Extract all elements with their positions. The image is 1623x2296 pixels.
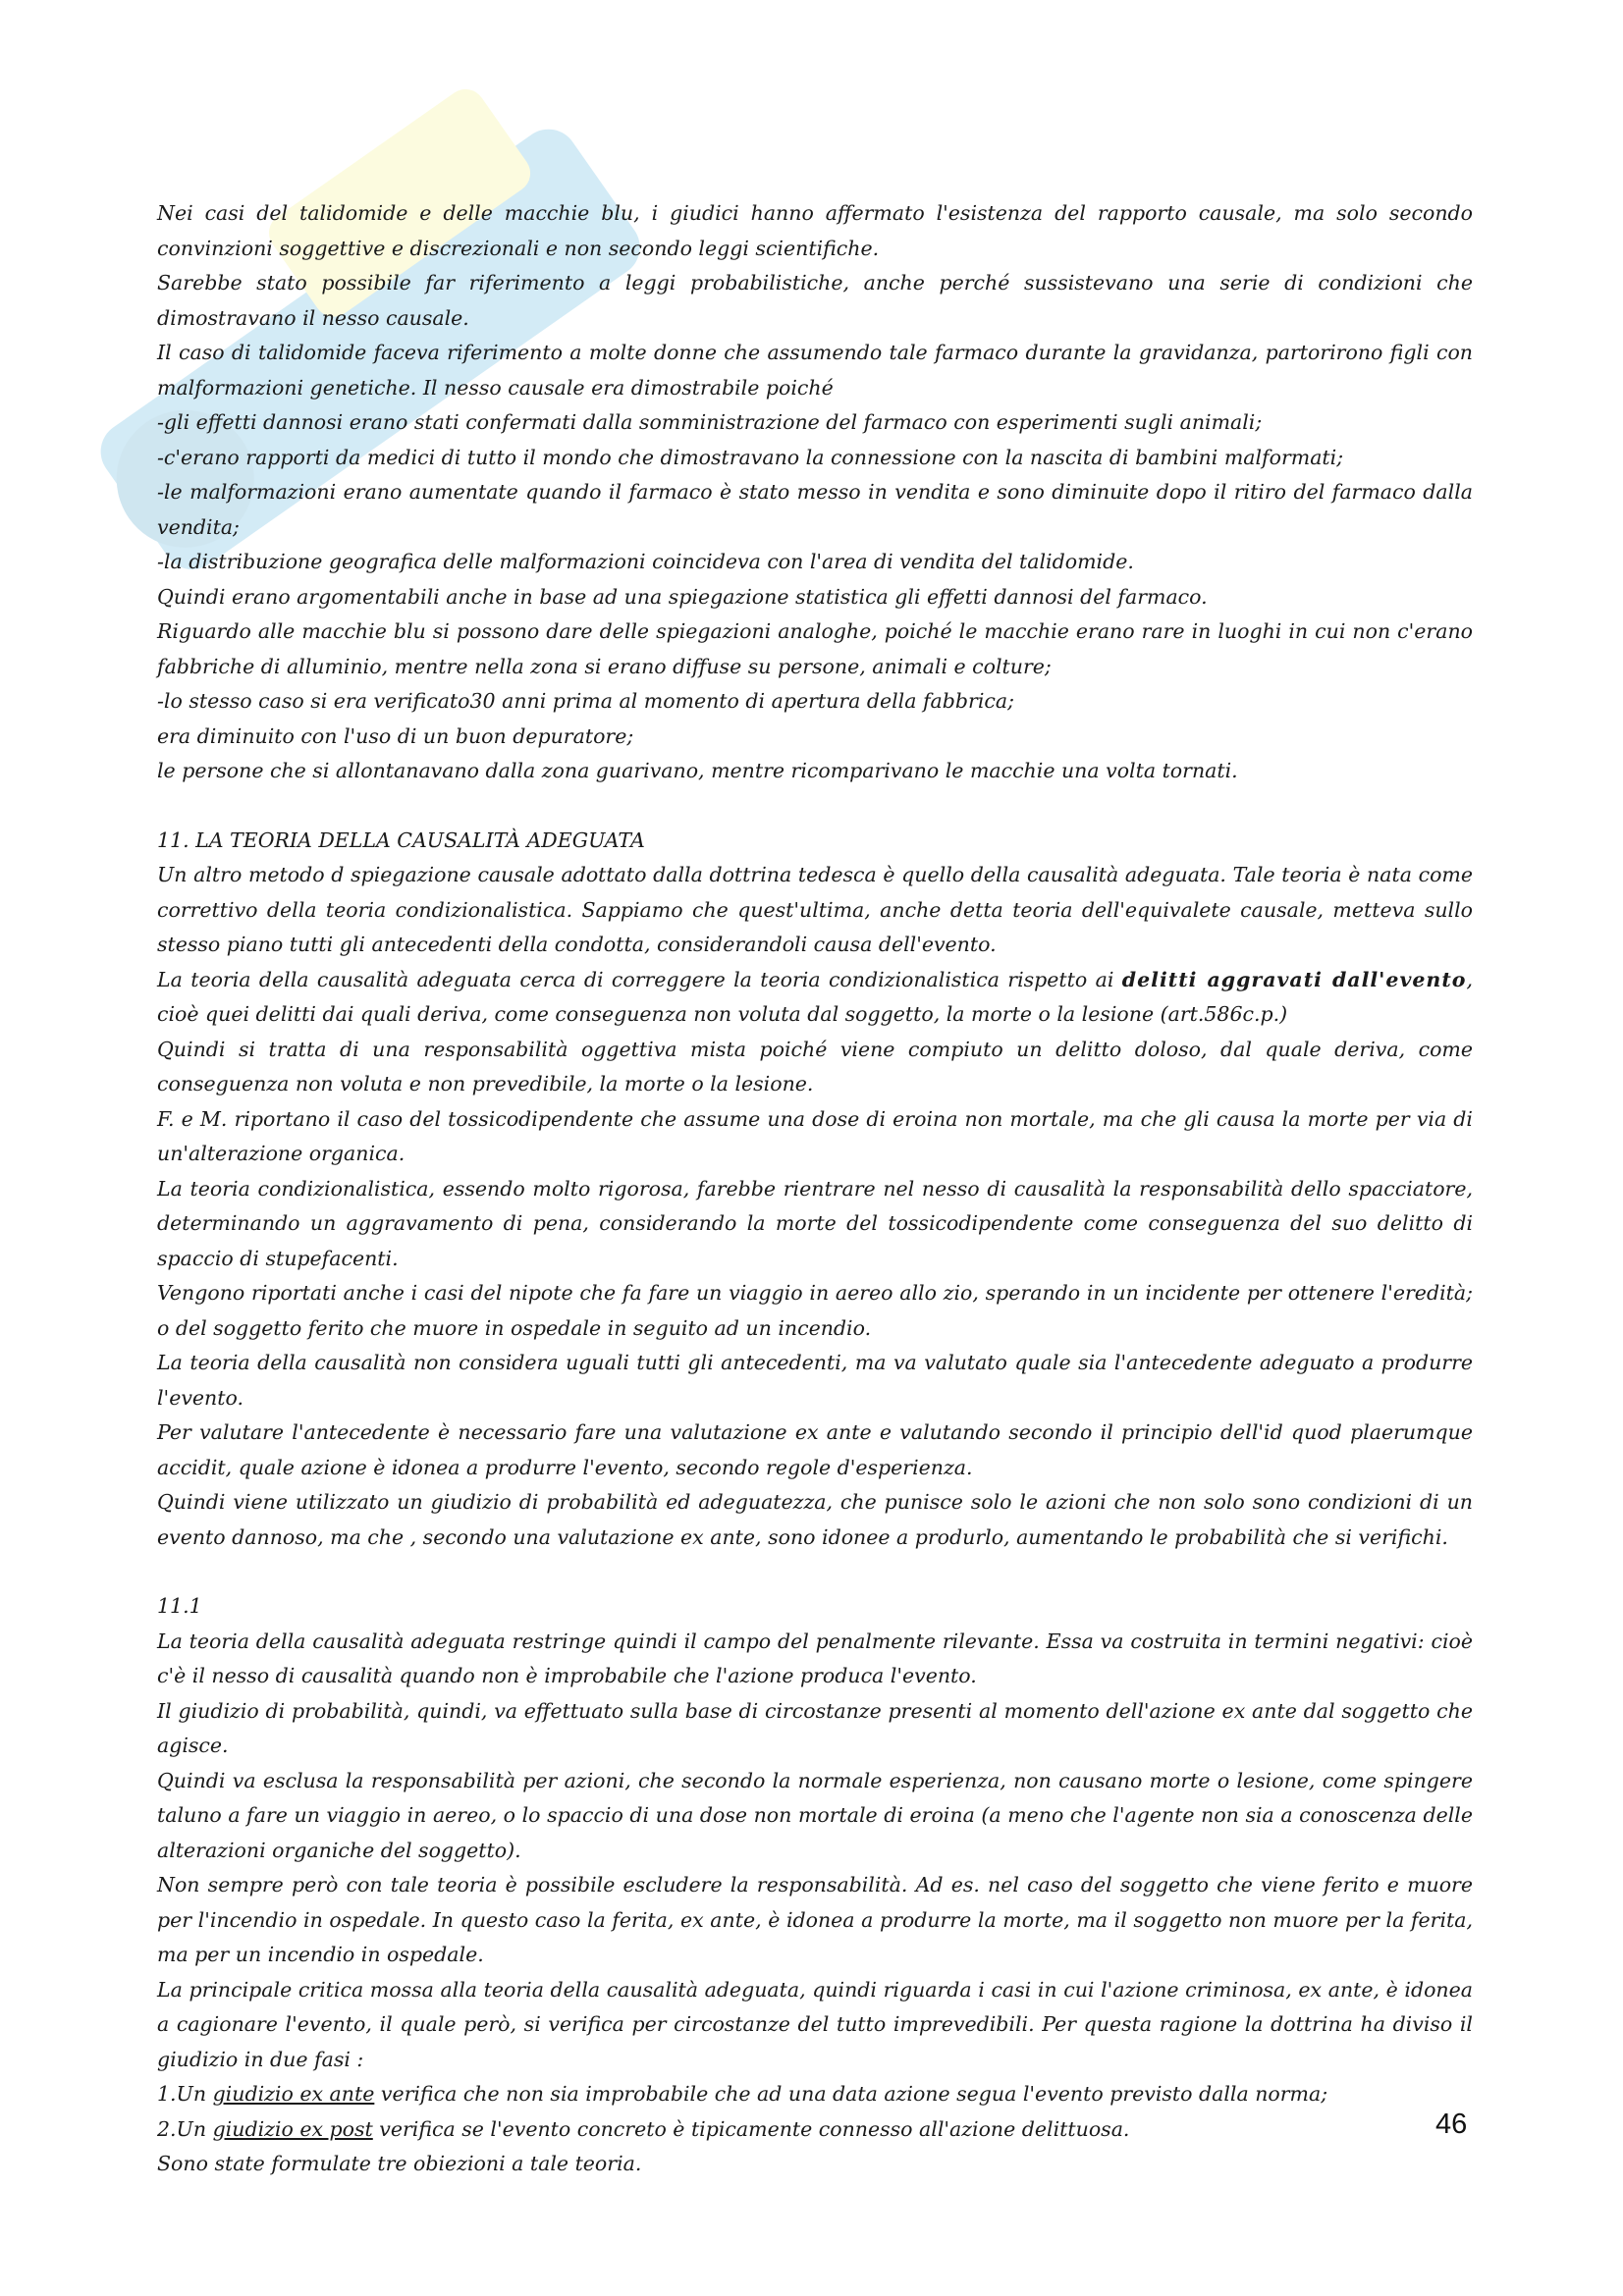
section-heading: 11.1 bbox=[157, 1594, 202, 1618]
list-item-text: verifica che non sia improbabile che ad una data azione segua l'evento previsto dalla norma; bbox=[374, 2082, 1328, 2106]
paragraph: era diminuito con l'uso di un buon depuratore; bbox=[157, 723, 634, 748]
paragraph: le persone che si allontanavano dalla zona guarivano, mentre ricomparivano le macchie una volta tornati. bbox=[157, 759, 1238, 782]
list-item: -le malformazioni erano aumentate quando il farmaco è stato messo in vendita e sono diminuite dopo il ritiro del farmaco dalla vendita; bbox=[157, 480, 1473, 539]
paragraph: La teoria della causalità non considera uguali tutti gli antecedenti, ma va valutato quale sia l'antecedente adeguato a produrre l'evento. bbox=[157, 1351, 1473, 1410]
paragraph: Quindi viene utilizzato un giudizio di probabilità ed adeguatezza, che punisce solo le azioni che non solo sono condizioni di un evento dannoso, ma che , secondo una valutazione ex ante, sono idonee a produrlo, aumentando le probabilità che si verifichi. bbox=[157, 1490, 1473, 1549]
paragraph: Il giudizio di probabilità, quindi, va effettuato sulla base di circostanze presenti al momento dell'azione ex ante dal soggetto che agisce. bbox=[157, 1698, 1473, 1757]
paragraph: Un altro metodo d spiegazione causale adottato dalla dottrina tedesca è quello della causalità adeguata. Tale teoria è nata come correttivo della teoria condizionalistica. Sappiamo che quest'ultima, anche detta teoria dell'equivalete causale, metteva sullo stesso piano tutti gli antecedenti della condotta, considerandoli causa dell'evento. bbox=[157, 863, 1473, 956]
paragraph: Quindi si tratta di una responsabilità oggettiva mista poiché viene compiuto un delitto doloso, dal quale deriva, come conseguenza non voluta e non prevedibile, la morte o la lesione. bbox=[157, 1037, 1473, 1095]
list-item: -gli effetti dannosi erano stati confermati dalla somministrazione del farmaco con esperimenti sugli animali; bbox=[157, 410, 1263, 434]
paragraph: Quindi va esclusa la responsabilità per azioni, che secondo la normale esperienza, non causano morte o lesione, come spingere taluno a fare un viaggio in aereo, o lo spaccio di una dose non mortale di eroina (a meno che l'agente non sia a conoscenza delle alterazioni organiche del soggetto). bbox=[157, 1768, 1473, 1862]
paragraph: Vengono riportati anche i casi del nipote che fa fare un viaggio in aereo allo zio, sperando in un incidente per ottenere l'eredità; o del soggetto ferito che muore in ospedale in seguito ad un incendio. bbox=[157, 1281, 1473, 1340]
list-item-prefix: 1.Un bbox=[157, 2082, 213, 2106]
paragraph: La teoria della causalità adeguata restringe quindi il campo del penalmente rilevante. Essa va costruita in termini negativi: cioè c'è il nesso di causalità quando non è improbabile che l'azione produca l'evento. bbox=[157, 1629, 1473, 1687]
paragraph: Sarebbe stato possibile far riferimento a leggi probabilistiche, anche perché sussistevano una serie di condizioni che dimostravano il nesso causale. bbox=[157, 271, 1473, 330]
paragraph: Quindi erano argomentabili anche in base ad una spiegazione statistica gli effetti dannosi del farmaco. bbox=[157, 584, 1208, 609]
list-item: -la distribuzione geografica delle malformazioni coincideva con l'area di vendita del talidomide. bbox=[157, 550, 1134, 573]
paragraph: Il caso di talidomide faceva riferimento a molte donne che assumendo tale farmaco durante la gravidanza, partorirono figli con malformazioni genetiche. Il nesso causale era dimostrabile poiché bbox=[157, 341, 1473, 400]
list-item bbox=[157, 2077, 1473, 2112]
paragraph: Sono state formulate tre obiezioni a tale teoria. bbox=[157, 2152, 642, 2175]
paragraph: Per valutare l'antecedente è necessario fare una valutazione ex ante e valutando secondo il principio dell'id quod plaerumque accidit, quale azione è idonea a produrre l'evento, secondo regole d'esperienza. bbox=[157, 1420, 1473, 1479]
paragraph: La teoria condizionalistica, essendo molto rigorosa, farebbe rientrare nel nesso di causalità la responsabilità dello spacciatore, determinando un aggravamento di pena, considerando la morte del tossicodipendente come conseguenza del suo delitto di spaccio di stupefacenti. bbox=[157, 1176, 1473, 1270]
section-heading: 11. LA TEORIA DELLA CAUSALITÀ ADEGUATA bbox=[157, 828, 645, 852]
page-number: 46 bbox=[1435, 2109, 1468, 2140]
underlined-term: giudizio ex post bbox=[212, 2116, 373, 2141]
list-item-text: verifica se l'evento concreto è tipicamente connesso all'azione delittuosa. bbox=[372, 2116, 1130, 2141]
paragraph: F. e M. riportano il caso del tossicodipendente che assume una dose di eroina non mortale, ma che gli causa la morte per via di un'alterazione organica. bbox=[157, 1106, 1473, 1165]
paragraph-text: , cioè quei delitti dai quali deriva, come conseguenza non voluta dal soggetto, la morte o la lesione (art.586c.p.) bbox=[157, 967, 1474, 1026]
underlined-term: giudizio ex ante bbox=[212, 2082, 375, 2106]
list-item: -lo stesso caso si era verificato30 anni prima al momento di apertura della fabbrica; bbox=[157, 689, 1014, 713]
list-item: -c'erano rapporti da medici di tutto il mondo che dimostravano la connessione con la nascita di bambini malformati; bbox=[157, 445, 1344, 469]
list-item bbox=[157, 2112, 1473, 2148]
paragraph: La principale critica mossa alla teoria della causalità adeguata, quindi riguarda i casi in cui l'azione criminosa, ex ante, è idonea a cagionare l'evento, il quale però, si verifica per circostanze del tutto imprevedibili. Per questa ragione la dottrina ha diviso il giudizio in due fasi : bbox=[157, 1977, 1473, 2071]
list-item-prefix: 2.Un bbox=[157, 2116, 213, 2141]
paragraph: Non sempre però con tale teoria è possibile escludere la responsabilità. Ad es. nel caso del soggetto che viene ferito e muore per l'incendio in ospedale. In questo caso la ferita, ex ante, è idonea a produrre la morte, ma il soggetto non muore per la ferita, ma per un incendio in ospedale. bbox=[157, 1873, 1473, 1966]
document-body bbox=[157, 196, 1473, 2182]
paragraph bbox=[157, 963, 1473, 1033]
paragraph: Nei casi del talidomide e delle macchie blu, i giudici hanno affermato l'esistenza del rapporto causale, ma solo secondo convinzioni soggettive e discrezionali e non secondo leggi scientifiche. bbox=[157, 201, 1473, 260]
emphasized-term: delitti aggravati dall'evento bbox=[1121, 967, 1467, 991]
paragraph: Riguardo alle macchie blu si possono dare delle spiegazioni analoghe, poiché le macchie erano rare in luoghi in cui non c'erano fabbriche di alluminio, mentre nella zona si erano diffuse su persone, animali e colture; bbox=[157, 619, 1473, 678]
paragraph-text: La teoria della causalità adeguata cerca di correggere la teoria condizionalistica rispetto ai bbox=[157, 967, 1122, 991]
